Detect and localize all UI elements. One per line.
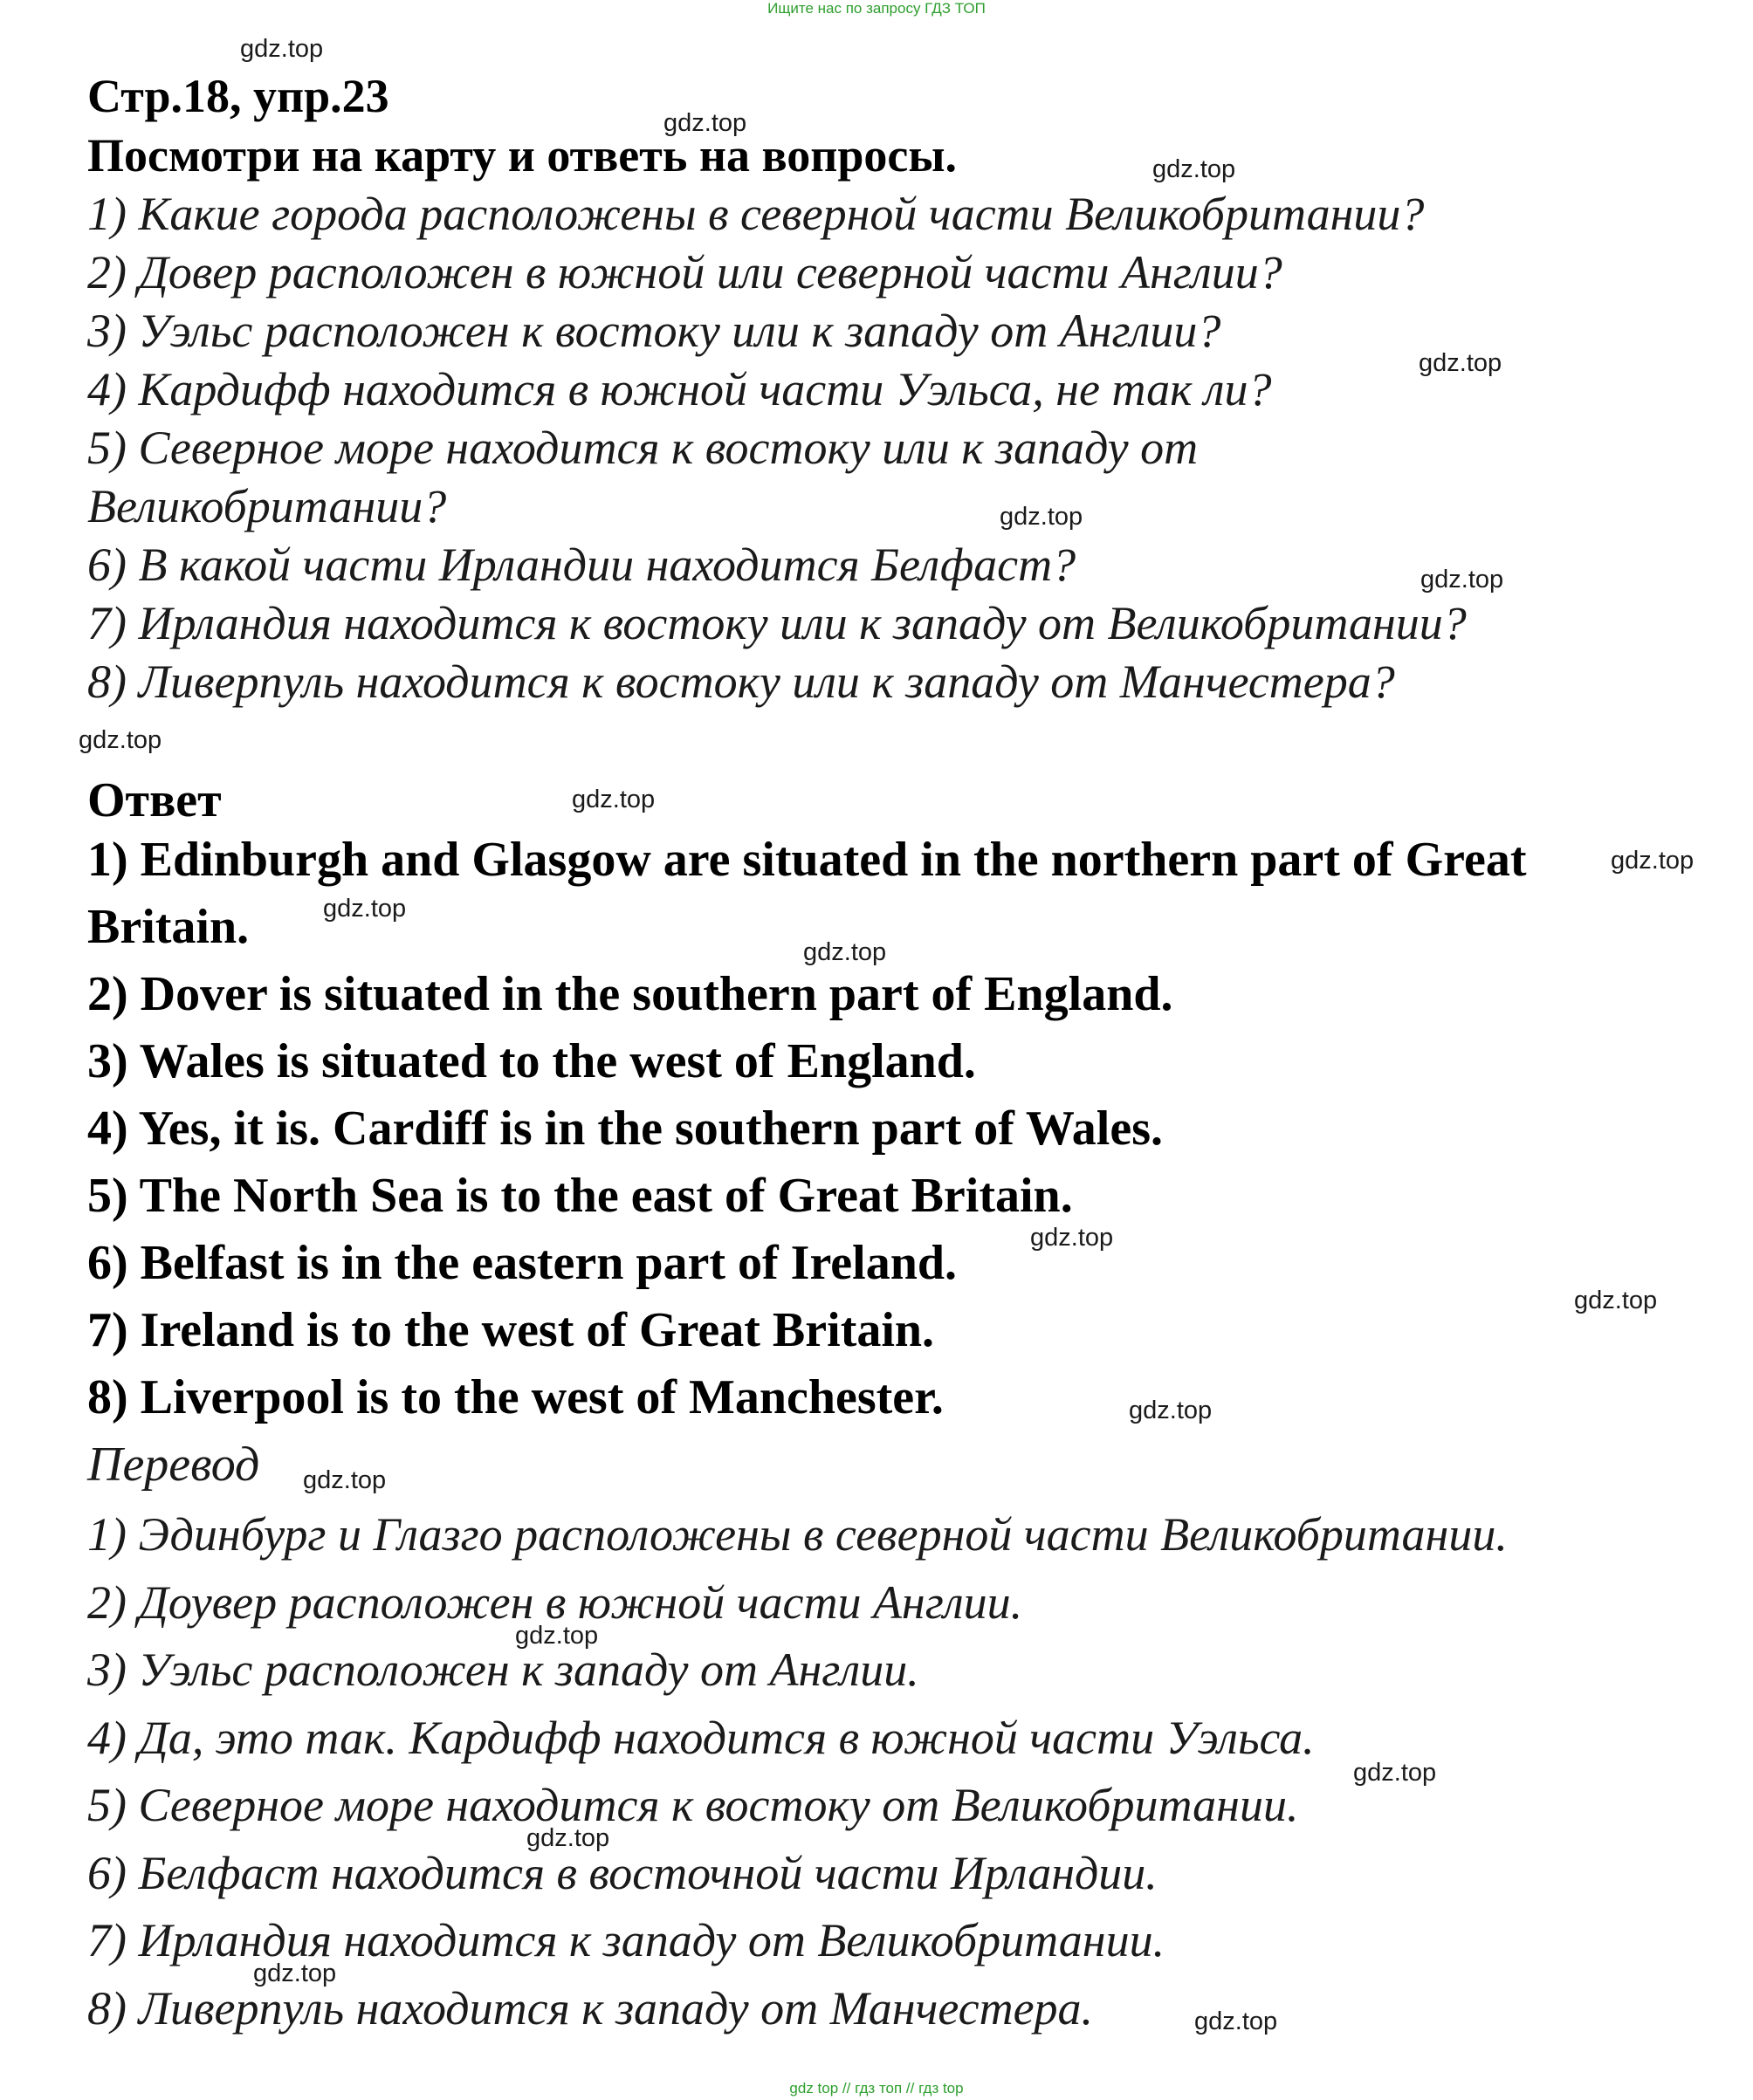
top-banner: Ищите нас по запросу ГДЗ ТОП (767, 0, 986, 17)
answer-line: 5) The North Sea is to the east of Great Britain. (87, 1169, 1073, 1223)
watermark: gdz.top (1419, 349, 1502, 377)
translation-line: 1) Эдинбург и Глазго расположены в северной части Великобритании. (87, 1508, 1508, 1561)
answer-line: 4) Yes, it is. Cardiff is in the southern part of Wales. (87, 1101, 1163, 1156)
question-line: 1) Какие города расположены в северной части Великобритании? (87, 188, 1425, 240)
question-line: 3) Уэльс расположен к востоку или к западу от Англии? (87, 305, 1221, 357)
question-line: Великобритании? (87, 480, 447, 532)
watermark: gdz.top (323, 895, 407, 923)
watermark: gdz.top (1129, 1397, 1213, 1424)
question-list (87, 185, 1467, 711)
question-line: 2) Довер расположен в южной или северной части Англии? (87, 246, 1282, 299)
question-line: 6) В какой части Ирландии находится Белфаст? (87, 539, 1076, 591)
watermark: gdz.top (1000, 503, 1083, 531)
watermark: gdz.top (1420, 566, 1504, 594)
page-title: Стр.18, упр.23 (87, 70, 389, 122)
question-line: 8) Ливерпуль находится к востоку или к западу от Манчестера? (87, 655, 1395, 708)
watermark: gdz.top (1030, 1224, 1114, 1252)
question-line: 4) Кардифф находится в южной части Уэльса, не так ли? (87, 363, 1272, 415)
watermark: gdz.top (803, 938, 887, 966)
footer-watermark: gdz top // гдз топ // гдз top (789, 2080, 964, 2097)
watermark: gdz.top (572, 786, 656, 813)
translation-line: 8) Ливерпуль находится к западу от Манчестера. (87, 1981, 1094, 2035)
watermark: gdz.top (515, 1622, 599, 1650)
answer-line: 2) Dover is situated in the southern part of England. (87, 967, 1173, 1021)
answer-line: 1) Edinburgh and Glasgow are situated in the northern part of Great (87, 833, 1527, 887)
question-line: 7) Ирландия находится к востоку или к западу от Великобритании? (87, 597, 1467, 649)
translation-line: 2) Доувер расположен в южной части Англии. (87, 1575, 1023, 1629)
watermark: gdz.top (663, 109, 747, 137)
translation-line: 4) Да, это так. Кардифф находится в южной части Уэльса. (87, 1711, 1315, 1764)
watermark: gdz.top (1574, 1287, 1658, 1314)
translation-line: 5) Северное море находится к востоку от Великобритании. (87, 1779, 1299, 1831)
watermark: gdz.top (1152, 155, 1236, 183)
answer-line: 8) Liverpool is to the west of Manchester. (87, 1370, 944, 1424)
watermark: gdz.top (1194, 2007, 1278, 2035)
answer-line: 7) Ireland is to the west of Great Britain. (87, 1303, 935, 1357)
watermark: gdz.top (303, 1466, 387, 1494)
answer-heading: Ответ (87, 773, 222, 827)
translation-heading: Перевод (87, 1438, 260, 1492)
watermark: gdz.top (526, 1824, 610, 1852)
watermark: gdz.top (1611, 847, 1695, 875)
watermark: gdz.top (253, 1959, 337, 1987)
question-line: 5) Северное море находится к востоку или к западу от (87, 422, 1199, 474)
answer-line: 3) Wales is situated to the west of England. (87, 1034, 976, 1088)
answer-line: 6) Belfast is in the eastern part of Ireland. (87, 1236, 957, 1290)
watermark: gdz.top (1353, 1759, 1437, 1787)
translation-line: 3) Уэльс расположен к западу от Англии. (87, 1644, 919, 1696)
translation-line: 7) Ирландия находится к западу от Великобритании. (87, 1914, 1165, 1966)
watermark: gdz.top (240, 35, 324, 63)
answer-line: Britain. (87, 900, 250, 954)
answer-list (87, 827, 1526, 1431)
translation-line: 6) Белфаст находится в восточной части Ирландии. (87, 1846, 1158, 1899)
watermark: gdz.top (79, 726, 162, 754)
task-instruction: Посмотри на карту и ответь на вопросы. (87, 129, 958, 182)
